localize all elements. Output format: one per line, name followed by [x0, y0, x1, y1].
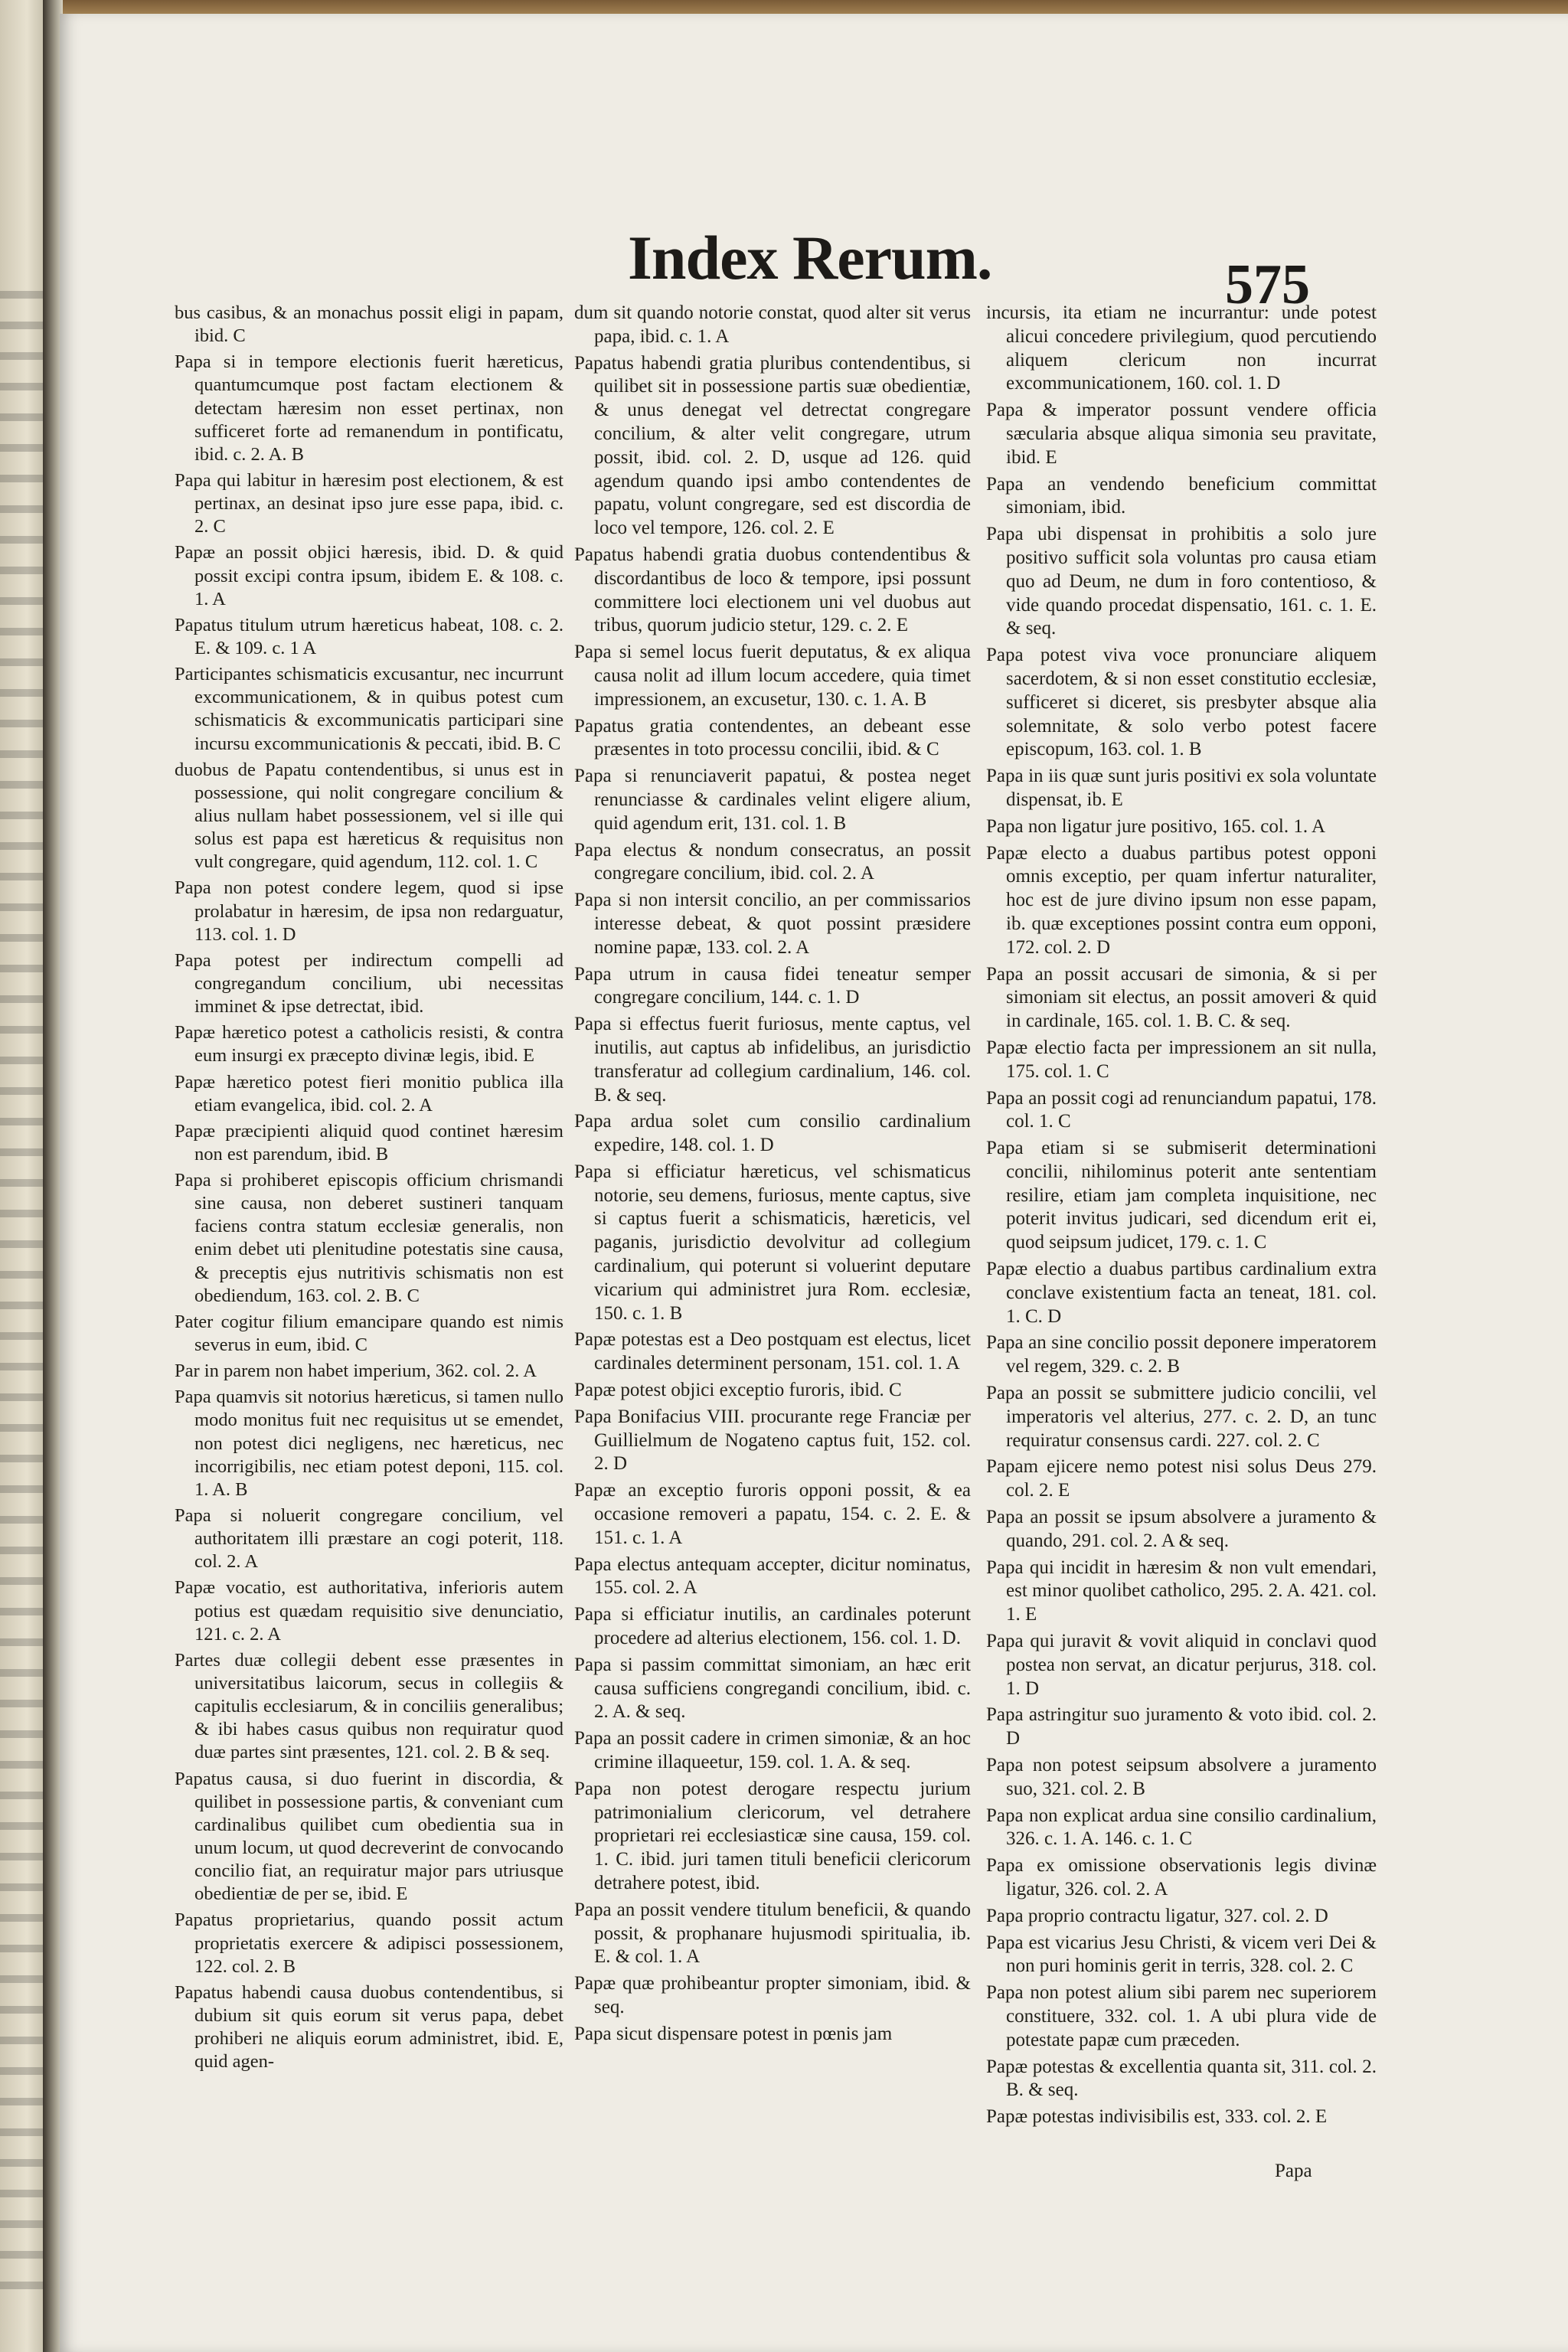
index-entry: Papa electus & nondum consecratus, an possit congregare concilium, ibid. col. 2. A	[574, 839, 971, 884]
index-entry: Papa & imperator possunt vendere officia sæcularia absque aliqua simonia seu pravitate, ibid. E	[986, 400, 1377, 468]
index-entry: Papæ hæretico potest a catholicis resisti, & contra eum insurgi ex præcepto divinæ legis, ibid. E	[175, 1022, 564, 1067]
index-entry: Papatus proprietarius, quando possit actum proprietatis exercere & adipisci possessionem, 122. col. 2. B	[175, 1909, 564, 1977]
page-number: 575	[1225, 253, 1310, 316]
index-entry: Papæ potestas indivisibilis est, 333. col. 2. E	[986, 2106, 1328, 2128]
index-entry: Papa Bonifacius VIII. procurante rege Franciæ per Guillielmum de Nogateno captus fuit, 152. col. 2. D	[574, 1406, 971, 1475]
index-entry: Papa in iis quæ sunt juris positivi ex sola voluntate dispensat, ib. E	[986, 766, 1377, 810]
catchword: Papa	[1275, 2161, 1312, 2181]
index-entry: Papæ potest objici exceptio furoris, ibid. C	[574, 1380, 902, 1401]
index-entry: Papa proprio contractu ligatur, 327. col. 2. D	[986, 1905, 1328, 1926]
index-entry: Par in parem non habet imperium, 362. col. 2. A	[175, 1361, 537, 1382]
index-entry: Papa est vicarius Jesu Christi, & vicem veri Dei & non puri hominis gerit in terris, 328. col. 2. C	[986, 1932, 1377, 1977]
index-entry: Papæ electo a duabus partibus potest opponi omnis exceptio, per quam infertur naturaliter, hoc est de jure divino ipsum non esse papam, ib. quæ exceptiones possint contra eum opponi, 172. col. 2. D	[986, 842, 1377, 958]
index-entry: Papa si in tempore electionis fuerit hæreticus, quantumcumque post factam electionem & detectam hæresim non esset pertinax, non sufficeret forte ad remanendum in pontificatu, ibid. c. 2. A. B	[175, 351, 564, 465]
index-entry: Papa si semel locus fuerit deputatus, & ex aliqua causa nolit ad illum locum accedere, quia timet impressionem, an excusetur, 130. c. 1. A. B	[574, 642, 971, 710]
index-entry: Participantes schismaticis excusantur, nec incurrunt excommunicationem, & in quibus potest cum schismaticis & excommunicatis participari sine incursu excommunicationis & peccati, ibid. B. C	[175, 664, 564, 754]
index-entry: Papa sicut dispensare potest in pœnis jam	[574, 2023, 893, 2044]
index-entry: Papa etiam si se submiserit determinationi concilii, nihilominus poterit ante sententiam resilire, etiam jam completa inquisitione, nec poterit invitus judicari, sed dicendum erit ei, quod seipsum judicet, 179. c. 1. C	[986, 1138, 1377, 1253]
index-entry: duobus de Papatu contendentibus, si unus est in possessione, qui nolit congregare concilium & alius nullam habet possessionem, vel si ille qui solus est papa est hæreticus & requisitus non vult congregare, quid agendum, 112. col. 1. C	[175, 759, 564, 873]
index-entry: Papa an possit se submittere judicio concilii, vel imperatoris vel alterius, 277. c. 2. D, an tunc requiratur consensus cardi. 227. col. 2. C	[986, 1383, 1377, 1451]
index-entry: Papam ejicere nemo potest nisi solus Deus 279. col. 2. E	[986, 1456, 1377, 1501]
index-entry: Papa si efficiatur hæreticus, vel schismaticus notorie, seu demens, furiosus, mente captus, sive si captus fuerit a schismaticis, hæreticis, vel paganis, jurisdictio devolvitur ad collegium cardinalium, qui poterunt si voluerint deputare vicarium qui administret jura Rom. ecclesiæ, 150. c. 1. B	[574, 1161, 971, 1324]
index-entry: Papa si efficiatur inutilis, an cardinales poterunt procedere ad alterius electionem, 156. col. 1. D.	[574, 1604, 971, 1649]
index-entry: Papa si noluerit congregare concilium, vel authoritatem illi præstare an cogi poterit, 118. col. 2. A	[175, 1505, 564, 1573]
index-entry: Papa ex omissione observationis legis divinæ ligatur, 326. col. 2. A	[986, 1855, 1377, 1900]
left-page-edge	[0, 0, 49, 2352]
index-entry: Papæ quæ prohibeantur propter simoniam, ibid. & seq.	[574, 1973, 971, 2017]
index-entry: Papa ubi dispensat in prohibitis a solo jure positivo sufficit sola voluntas pro causa etiam quo ad Deum, ne dum in foro contentioso, & vide quando procedat dispensatio, 161. c. 1. E. & seq.	[986, 524, 1377, 639]
index-entry: Papatus habendi causa duobus contendentibus, si dubium sit quis eorum sit verus papa, debet prohiberi ne aliquis eorum administret, ibid. E, quid agen-	[175, 1981, 564, 2073]
index-entry: Papa ardua solet cum consilio cardinalium expedire, 148. col. 1. D	[574, 1111, 971, 1156]
index-entry: Papæ vocatio, est authoritativa, inferioris autem potius est quædam requisitio sive denunciatio, 121. c. 2. A	[175, 1577, 564, 1645]
index-entry: Papa si renunciaverit papatui, & postea neget renunciasse & cardinales velint eligere alium, quid agendum erit, 131. col. 1. B	[574, 766, 971, 834]
index-entry: Papa non potest alium sibi parem nec superiorem constituere, 332. col. 1. A ubi plura vide de potestate papæ cum præceden.	[986, 1982, 1377, 2050]
index-entry: Partes duæ collegii debent esse præsentes in universitatibus laicorum, secus in collegiis & capitulis ecclesiarum, & in conciliis generalibus; & ibi habes casus quibus non requiratur quod duæ partes sint præsentes, 121. col. 2. B & seq.	[175, 1649, 564, 1763]
index-entry: Papa an possit cadere in crimen simoniæ, & an hoc crimine illaqueetur, 159. col. 1. A. & seq.	[574, 1728, 971, 1773]
index-entry: Papatus gratia contendentes, an debeant esse præsentes in toto processu concilii, ibid. & C	[574, 715, 971, 760]
index-entry: Papa an sine concilio possit deponere imperatorem vel regem, 329. c. 2. B	[986, 1332, 1377, 1377]
index-entry: Papæ potestas est a Deo postquam est electus, licet cardinales determinent personam, 151. col. 1. A	[574, 1329, 971, 1374]
index-entry: Papa non ligatur jure positivo, 165. col. 1. A	[986, 815, 1326, 837]
index-entry: Papæ an exceptio furoris opponi possit, & ea occasione removeri a papatu, 154. c. 2. E. & 151. c. 1. A	[574, 1480, 971, 1548]
index-entry: Papæ potestas & excellentia quanta sit, 311. col. 2. B. & seq.	[986, 2056, 1377, 2101]
index-entry: Papa si effectus fuerit furiosus, mente captus, vel inutilis, aut captus ab infidelibus, an jurisdictio transferatur ad collegium cardinalium, 146. col. B. & seq.	[574, 1014, 971, 1106]
index-entry: Papa electus antequam accepter, dicitur nominatus, 155. col. 2. A	[574, 1553, 971, 1599]
index-entry: Papa non potest seipsum absolvere a juramento suo, 321. col. 2. B	[986, 1755, 1377, 1799]
index-entry: bus casibus, & an monachus possit eligi in papam, ibid. C	[175, 302, 564, 347]
index-entry: Pater cogitur filium emancipare quando est nimis severus in eum, ibid. C	[175, 1311, 564, 1356]
index-entry: Papa non explicat ardua sine consilio cardinalium, 326. c. 1. A. 146. c. 1. C	[986, 1805, 1377, 1850]
index-entry: Papa qui labitur in hæresim post electionem, & est pertinax, an desinat ipso jure esse papa, ibid. c. 2. C	[175, 469, 564, 537]
index-entry: Papa potest viva voce pronunciare aliquem sacerdotem, & si non esset constitutio ecclesiæ, sufficeret si diceret, sis presbyter absque alia solemnitate, & solo verbo potest facere episcopum, 163. col. 1. B	[986, 645, 1377, 760]
index-column-2	[574, 302, 971, 2050]
index-entry: Papa potest per indirectum compelli ad congregandum concilium, ubi necessitas imminet & ipse detrectat, ibid.	[175, 949, 564, 1018]
index-entry: Papa qui juravit & vovit aliquid in conclavi quod postea non servat, an dicatur perjurus, 318. col. 1. D	[986, 1631, 1377, 1699]
index-entry: Papæ hæretico potest fieri monitio publica illa etiam evangelica, ibid. col. 2. A	[175, 1071, 564, 1116]
index-entry: Papa si non intersit concilio, an per commissarios interesse debeat, & quot possint præsidere nomine papæ, 133. col. 2. A	[574, 890, 971, 958]
index-entry: Papa astringitur suo juramento & voto ibid. col. 2. D	[986, 1704, 1377, 1749]
index-entry: Papatus titulum utrum hæreticus habeat, 108. c. 2. E. & 109. c. 1 A	[175, 614, 564, 658]
index-entry: Papæ electio facta per impressionem an sit nulla, 175. col. 1. C	[986, 1037, 1377, 1082]
index-entry: Papa an possit accusari de simonia, & si per simoniam sit electus, an possit amoveri & quid in cardinale, 165. col. 1. B. C. & seq.	[986, 963, 1377, 1032]
index-entry: Papæ præcipienti aliquid quod continet hæresim non est parendum, ibid. B	[175, 1120, 564, 1165]
index-entry: Papatus habendi gratia pluribus contendentibus, si quilibet sit in possessione partis suæ obedientiæ, & unus denegat vel detrectat congregare concilium, & alter velit congregare, utrum possit, ibid. col. 2. D, usque ad 126. quid agendum quando ipsi ambo contendentes de papatu, volunt congregare, sed est discordia de loco vel tempore, 126. col. 2. E	[574, 352, 971, 539]
index-entry: Papatus habendi gratia duobus contendentibus & discordantibus de loco & tempore, ipsi possunt committere loci electionem uni vel duobus aut tribus, quorum judicio stetur, 129. c. 2. E	[574, 544, 971, 636]
index-entry: Papa si passim committat simoniam, an hæc erit causa sufficiens congregandi concilium, ibid. c. 2. A. & seq.	[574, 1654, 971, 1723]
index-entry: Papa an possit se ipsum absolvere a juramento & quando, 291. col. 2. A & seq.	[986, 1507, 1377, 1551]
index-entry: Papa non potest condere legem, quod si ipse prolabatur in hæresim, de ipsa non redarguatur, 113. col. 1. D	[175, 877, 564, 945]
index-entry: Papa qui incidit in hæresim & non vult emendari, est minor quolibet catholico, 295. 2. A. 421. col. 1. E	[986, 1557, 1377, 1625]
page-title: Index Rerum.	[628, 223, 992, 292]
index-entry: Papa an vendendo beneficium committat simoniam, ibid.	[986, 473, 1377, 518]
index-column-1	[175, 302, 564, 2076]
left-page-text-bleed	[0, 291, 47, 2312]
index-entry: Papa an possit cogi ad renunciandum papatui, 178. col. 1. C	[986, 1087, 1377, 1132]
index-entry: Papa utrum in causa fidei teneatur semper congregare concilium, 144. c. 1. D	[574, 963, 971, 1008]
index-entry: Papa non potest derogare respectu jurium patrimonialium clericorum, vel detrahere proprietari rei ecclesiasticæ sine causa, 159. col. 1. C. ibid. juri tamen tituli beneficii clericorum detrahere potest, ibid.	[574, 1778, 971, 1893]
index-entry: Papa an possit vendere titulum beneficii, & quando possit, & prophanare hujusmodi spiritualia, ib. E. & col. 1. A	[574, 1899, 971, 1968]
index-entry: Papa quamvis sit notorius hæreticus, si tamen nullo modo monitus fuit nec requisitus ut se emendet, non potest dici negligens, nec hæreticus, nec incorrigibilis, nec etiam potest deponi, 115. col. 1. A. B	[175, 1387, 564, 1500]
index-entry: dum sit quando notorie constat, quod alter sit verus papa, ibid. c. 1. A	[574, 302, 971, 347]
index-entry: Papæ electio a duabus partibus cardinalium extra conclave existentium facta an teneat, 181. col. 1. C. D	[986, 1259, 1377, 1327]
index-entry: incursis, ita etiam ne incurrantur: unde potest alicui concedere privilegium, quod percutiendo aliquem clericum non incurrat excommunicationem, 160. col. 1. D	[986, 302, 1377, 394]
index-entry: Papæ an possit objici hæresis, ibid. D. & quid possit excipi contra ipsum, ibidem E. & 108. c. 1. A	[175, 542, 564, 609]
index-entry: Papatus causa, si duo fuerint in discordia, & quilibet in possessione partis, & conveniant cum cardinalibus quilibet cum obedientia sua in unum locum, ut quod decreverint de convocando concilio fiat, an requiratur major pars utriusque obedientiæ de per se, ibid. E	[175, 1768, 564, 1905]
index-entry: Papa si prohiberet episcopis officium chrismandi sine causa, non deberet sustineri tanquam faciens contra statum ecclesiæ generalis, non enim debet uti plenitudine potestatis sine causa, & preceptis ejus nutritivis schismatis non est obediendum, 163. col. 2. B. C	[175, 1170, 564, 1306]
index-column-3	[986, 302, 1377, 2132]
